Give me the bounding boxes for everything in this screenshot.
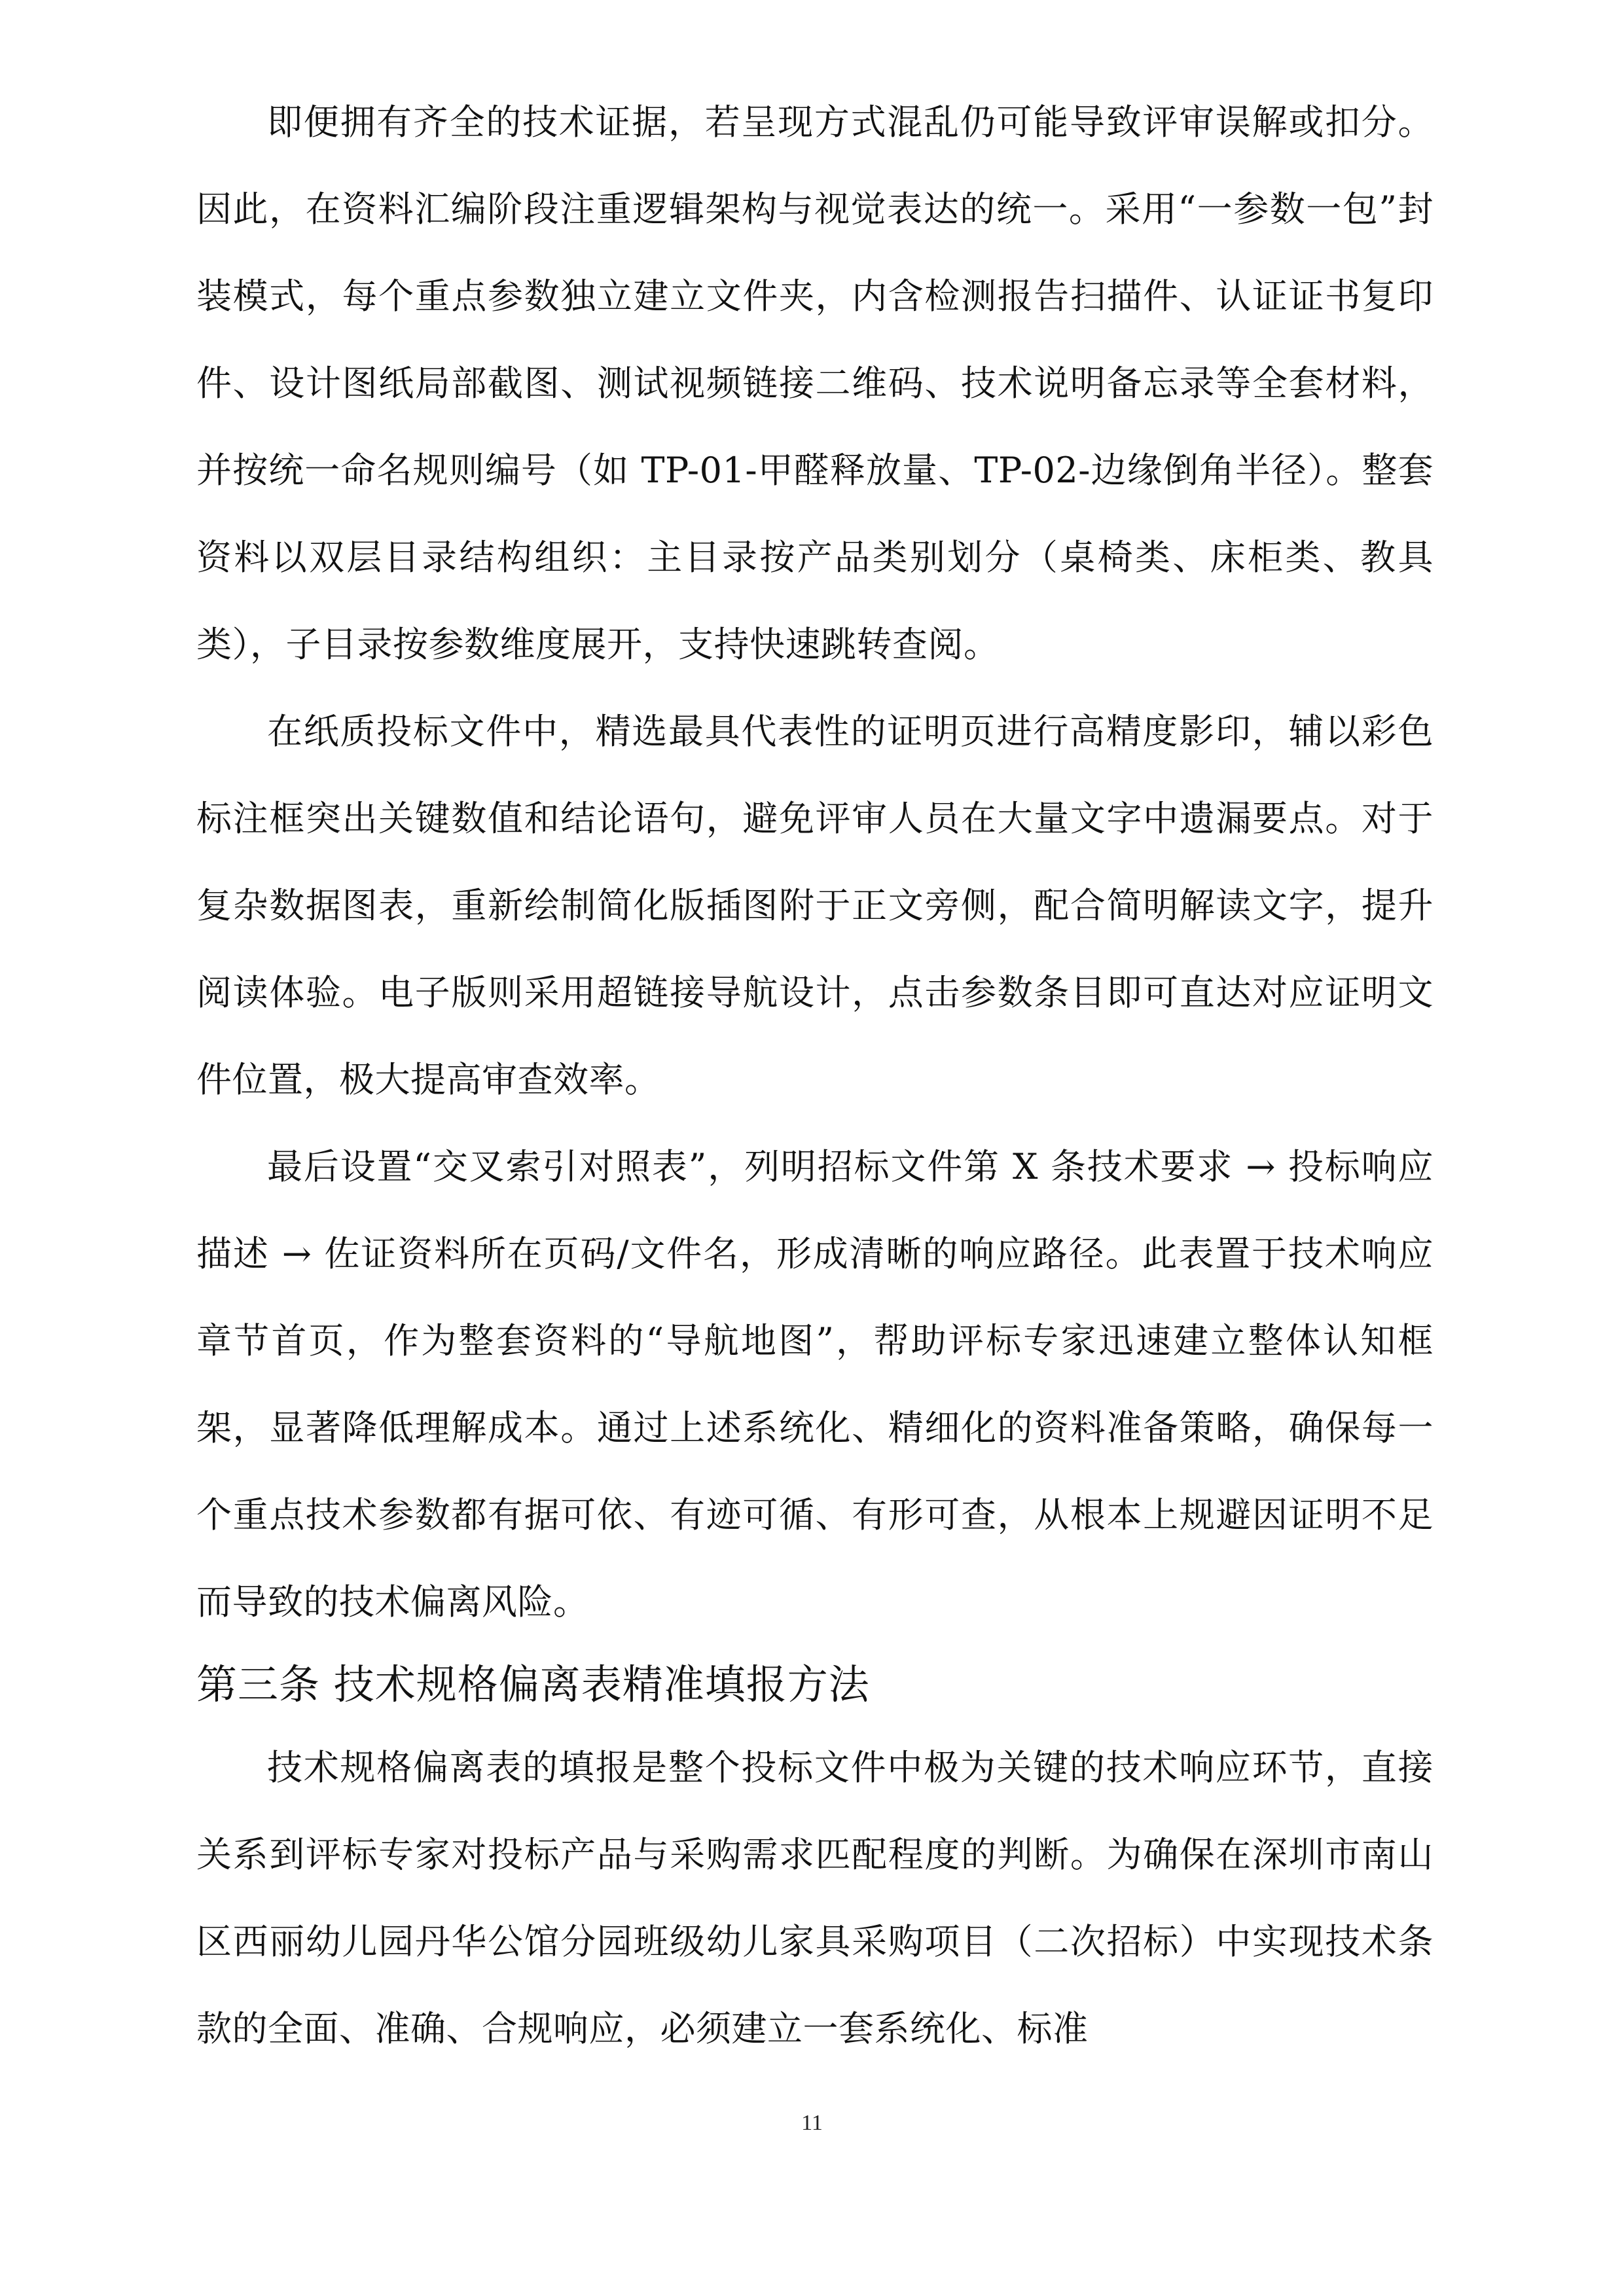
page-number: 11 xyxy=(801,2111,823,2135)
paragraph-cross-index-table: 最后设置“交叉索引对照表”，列明招标文件第 X 条技术要求 → 投标响应描述 → 佐证资料所在页码/文件名，形成清晰的响应路径。此表置于技术响应章节首页，作为整套资料的“导航地图”，帮助评标专家迅速建立整体认知框架，显著降低理解成本。通过上述系统化、精细化的资料准备策略，确保每一个重点技术参数都有据可依、有迹可循、有形可查，从根本上规避因证明不足而导致的技术偏离风险。 xyxy=(196,1146,1434,1623)
paragraph-paper-and-electronic-version: 在纸质投标文件中，精选最具代表性的证明页进行高精度影印，辅以彩色标注框突出关键数值和结论语句，避免评审人员在大量文字中遗漏要点。对于复杂数据图表，重新绘制简化版插图附于正文旁侧，配合简明解读文字，提升阅读体验。电子版则采用超链接导航设计，点击参数条目即可直达对应证明文件位置，极大提高审查效率。 xyxy=(196,711,1434,1100)
paragraph-evidence-presentation: 即便拥有齐全的技术证据，若呈现方式混乱仍可能导致评审误解或扣分。因此，在资料汇编阶段注重逻辑架构与视觉表达的统一。采用“一参数一包”封装模式，每个重点参数独立建立文件夹，内含检测报告扫描件、认证证书复印件、设计图纸局部截图、测试视频链接二维码、技术说明备忘录等全套材料，并按统一命名规则编号（如 TP-01-甲醛释放量、TP-02-边缘倒角半径）。整套资料以双层目录结构组织：主目录按产品类别划分（桌椅类、床柜类、教具类），子目录按参数维度展开，支持快速跳转查阅。 xyxy=(196,101,1434,665)
section-heading: 第三条 技术规格偏离表精准填报方法 xyxy=(196,1660,870,1708)
page-body xyxy=(196,79,1434,2072)
paragraph-deviation-table-intro: 技术规格偏离表的填报是整个投标文件中极为关键的技术响应环节，直接关系到评标专家对投标产品与采购需求匹配程度的判断。为确保在深圳市南山区西丽幼儿园丹华公馆分园班级幼儿家具采购项目（二次招标）中实现技术条款的全面、准确、合规响应，必须建立一套系统化、标准 xyxy=(196,1747,1434,2049)
